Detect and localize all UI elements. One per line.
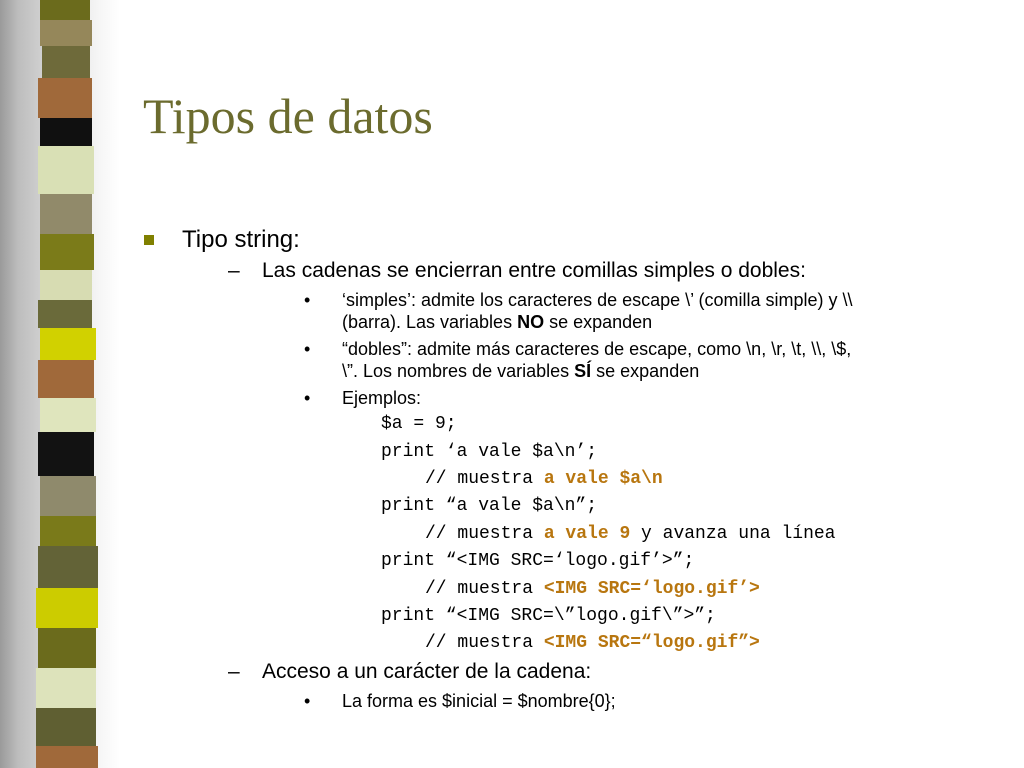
simples-bold-no: NO <box>517 312 545 332</box>
stripe-segment <box>36 746 98 768</box>
dot-marker: • <box>304 339 311 359</box>
bullet-forma: La forma es $inicial = $nombre{0}; <box>342 691 616 711</box>
stripe-segment <box>36 668 96 708</box>
bullet-cadenas-comillas: Las cadenas se encierran entre comillas simples o dobles: <box>262 259 806 282</box>
stripe-segment <box>40 516 96 546</box>
code-line-6: print “<IMG SRC=‘logo.gif’>”; <box>381 551 695 571</box>
stripe-segment <box>40 194 92 234</box>
code-line-7 <box>425 579 760 599</box>
stripe-segment <box>40 20 92 46</box>
code-line-4: print “a vale $a\n”; <box>381 496 598 516</box>
stripe-segment <box>40 270 92 300</box>
code-output-highlight: <IMG SRC=“logo.gif”> <box>543 633 760 653</box>
code-output-highlight: a vale $a\n <box>543 469 663 489</box>
code-comment: // muestra <box>425 524 544 544</box>
bullet-acceso-caracter: Acceso a un carácter de la cadena: <box>262 660 592 683</box>
square-bullet-icon <box>144 235 154 245</box>
stripe-segment <box>36 708 96 746</box>
stripe-segment <box>40 476 96 516</box>
stripe-segment <box>42 46 90 78</box>
stripe-segment <box>38 360 94 398</box>
dash-marker: – <box>228 660 240 683</box>
bullet-simples-line2 <box>342 312 652 333</box>
stripe-segment <box>40 328 96 360</box>
code-comment: // muestra <box>425 633 544 653</box>
dobles-text-end: se expanden <box>591 361 700 381</box>
stripe-segment <box>38 432 94 476</box>
bullet-dobles-line2 <box>342 361 699 382</box>
stripe-segment <box>38 300 92 328</box>
code-line-2: print ‘a vale $a\n’; <box>381 442 598 462</box>
bullet-dobles-line1: “dobles”: admite más caracteres de escape, como \n, \r, \t, \\, \$, <box>342 339 852 359</box>
stripe-segment <box>40 118 92 146</box>
dobles-text: \”. Los nombres de variables <box>342 361 575 381</box>
bullet-ejemplos: Ejemplos: <box>342 388 422 408</box>
simples-text-end: se expanden <box>544 312 653 332</box>
slide-title: Tipos de datos <box>143 88 433 144</box>
stripe-segment <box>38 146 94 194</box>
stripe-segment <box>38 628 96 668</box>
stripe-segment <box>38 78 92 118</box>
code-line-3 <box>425 469 663 489</box>
bullet-simples-line1: ‘simples’: admite los caracteres de escape \’ (comilla simple) y \\ <box>342 290 853 310</box>
code-output-highlight: <IMG SRC=‘logo.gif’> <box>543 579 760 599</box>
stripe-segment <box>36 588 98 628</box>
code-comment: // muestra <box>425 469 544 489</box>
code-comment-end: y avanza una línea <box>630 524 836 544</box>
stripe-segment <box>40 234 94 270</box>
code-line-1: $a = 9; <box>381 414 457 434</box>
stripe-segment <box>40 398 96 432</box>
code-line-8: print “<IMG SRC=\”logo.gif\”>”; <box>381 606 716 626</box>
bullet-tipo-string: Tipo string: <box>182 226 300 253</box>
code-line-9 <box>425 633 760 653</box>
code-line-5 <box>425 524 835 544</box>
stripe-segment <box>40 0 90 20</box>
dot-marker: • <box>304 290 311 310</box>
simples-text: (barra). Las variables <box>342 312 518 332</box>
dobles-bold-si: SÍ <box>574 361 592 381</box>
decorative-stripe-border <box>0 0 120 768</box>
dot-marker: • <box>304 388 311 408</box>
dot-marker: • <box>304 691 311 711</box>
code-comment: // muestra <box>425 579 544 599</box>
dash-marker: – <box>228 259 240 282</box>
code-output-highlight: a vale 9 <box>543 524 631 544</box>
stripe-segment <box>38 546 98 588</box>
